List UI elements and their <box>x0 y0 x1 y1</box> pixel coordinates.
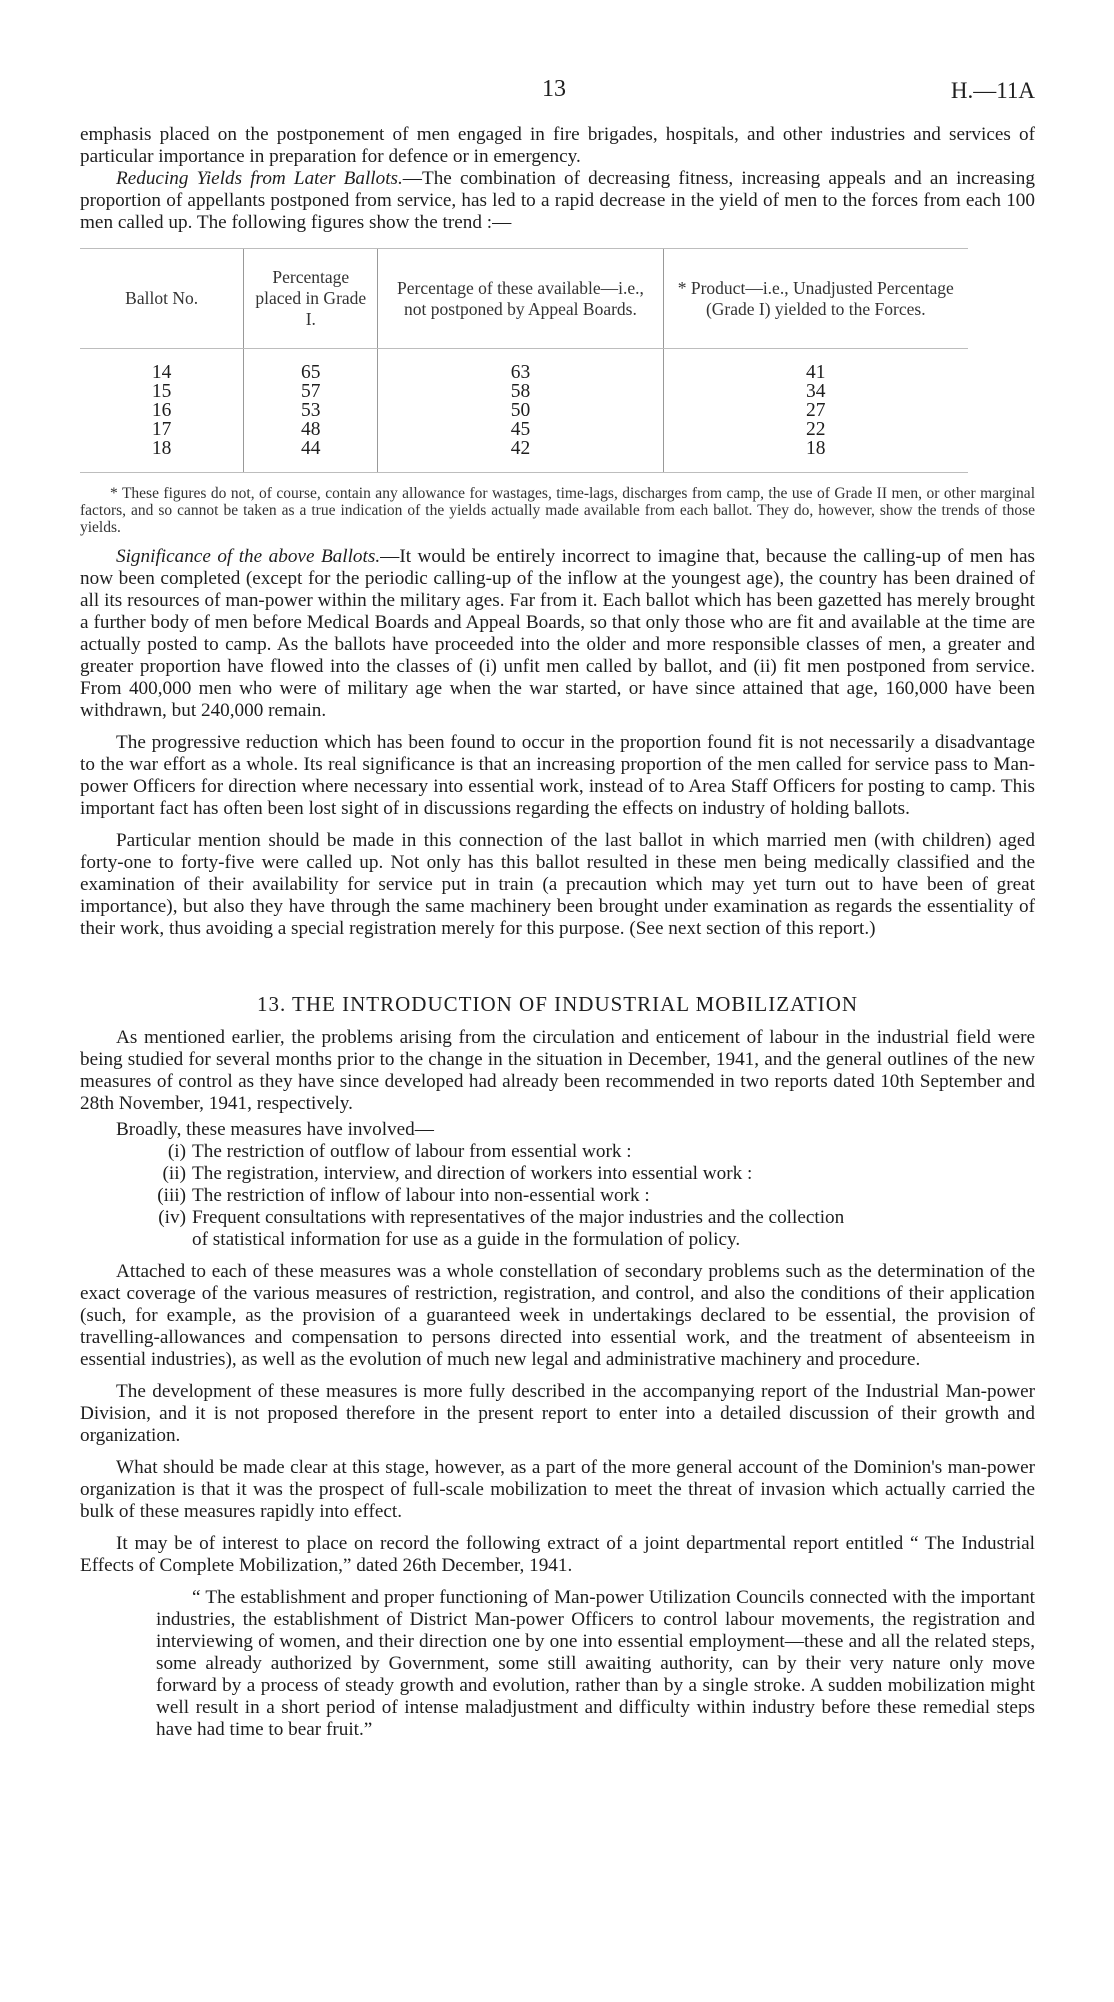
list-item-number: (ii) <box>162 1163 186 1184</box>
column-header-available: Percentage of these available—i.e., not postponed by Appeal Boards. <box>378 249 663 349</box>
table-cell: 14 <box>151 362 172 383</box>
table-cell: 18 <box>151 438 172 459</box>
document-reference: H.—11A <box>950 78 1035 103</box>
ballot-yield-table <box>80 248 968 473</box>
table-cell: 22 <box>663 420 968 439</box>
table-row <box>80 420 968 439</box>
list-item-number: (iii) <box>157 1185 186 1206</box>
table-header-row <box>80 249 968 349</box>
paragraph-what-should: What should be made clear at this stage, however, as a part of the more general account of the Dominion's man-power organization is that it was the prospect of full-scale mobilization to meet the threat of invasion which actually carried the bulk of these measures rapidly into effect. <box>80 1457 1035 1522</box>
list-item <box>150 1163 1035 1185</box>
table-cell: 17 <box>151 419 172 440</box>
table-cell: 65 <box>244 363 378 382</box>
list-item-number: (iv) <box>158 1207 186 1228</box>
measures-list <box>80 1141 1035 1251</box>
table-cell: 53 <box>244 401 378 420</box>
column-header-ballot: Ballot No. <box>80 249 244 349</box>
paragraph-continuation: emphasis placed on the postponement of men engaged in fire brigades, hospitals, and other industries and services of particular importance in preparation for defence or in emergency. <box>80 124 1035 167</box>
list-item <box>150 1141 1035 1163</box>
table-cell: 16 <box>151 400 172 421</box>
list-item-text: The restriction of inflow of labour into non-essential work : <box>192 1185 650 1206</box>
table-cell: 58 <box>378 382 663 401</box>
column-header-product: * Product—i.e., Unadjusted Percentage (Grade I) yielded to the Forces. <box>663 249 968 349</box>
list-item-text: The restriction of outflow of labour from essential work : <box>192 1141 632 1162</box>
document-page <box>80 0 1035 1741</box>
paragraph-significance <box>80 546 1035 722</box>
quoted-extract: “ The establishment and proper functioning of Man-power Utilization Councils connected with the important industries, the establishment of District Man-power Officers to control labour movements, the registration and interviewing of women, and their direction one by one into essential employment—these and all the related steps, some already authorized by Government, some still awaiting authority, can by their very nature only move forward by a process of steady growth and evolution, rather than by a single stroke. A sudden mobilization might well result in a short period of intense maladjustment and difficulty within industry before these remedial steps have had time to bear fruit.” <box>156 1587 1035 1740</box>
paragraph-text: —It would be entirely incorrect to imagine that, because the calling-up of men has now been completed (except for the periodic calling-up of the inflow at the youngest age), the country has been drained of all its resources of man-power within the military ages. Far from it. Each ballot which has been gazetted has merely brought a further body of men before Medical Boards and Appeal Boards, so that only those who are fit and available at the time are actually posted to camp. As the ballots have proceeded into the older and more responsible classes of men, a greater and greater proportion have flowed into the classes of (i) unfit men called by ballot, and (ii) fit men postponed from service. From 400,000 men who were of military age when the war started, or have since attained that age, 160,000 have been withdrawn, but 240,000 remain. <box>80 546 1035 721</box>
page-number: 13 <box>542 76 566 102</box>
paragraph-attached: Attached to each of these measures was a whole constellation of secondary problems such as the determination of the exact coverage of the various measures of restriction, registration, and control, and also the conditions of their application (such, for example, as the provision of a guaranteed week in undertakings declared to be essential, the provision of travelling-allowances and compensation to persons directed into essential work, and the treatment of absenteeism in essential industries), as well as the evolution of much new legal and administrative machinery and procedure. <box>80 1261 1035 1370</box>
paragraph-development: The development of these measures is more fully described in the accompanying report of the Industrial Man-power Division, and it is not proposed therefore in the present report to enter into a detailed discussion of their growth and organization. <box>80 1381 1035 1446</box>
table-cell: 45 <box>378 420 663 439</box>
list-item-text: The registration, interview, and direction of workers into essential work : <box>192 1163 753 1184</box>
table-row <box>80 382 968 401</box>
paragraph-heading: Reducing Yields from Later Ballots. <box>116 168 403 189</box>
paragraph-text: —The combination of decreasing fitness, increasing appeals and an increasing proportion of appellants postponed from service, has led to a rapid decrease in the yield of men to the forces from each 100 men called up. The following figures show the trend :— <box>80 168 1035 233</box>
paragraph-reducing-yields <box>80 168 1035 234</box>
page-header <box>80 0 1035 124</box>
list-item <box>150 1185 1035 1207</box>
table-cell: 50 <box>378 401 663 420</box>
paragraph-extract-intro: It may be of interest to place on record the following extract of a joint departmental report entitled “ The Industrial Effects of Complete Mobilization,” dated 26th December, 1941. <box>80 1533 1035 1576</box>
list-item <box>150 1207 1035 1251</box>
section-title: 13. THE INTRODUCTION OF INDUSTRIAL MOBILIZATION <box>256 992 859 1016</box>
paragraph-progressive-reduction: The progressive reduction which has been found to occur in the proportion found fit is not necessarily a disadvantage to the war effort as a whole. Its real significance is that an increasing proportion of the men called for service pass to Man-power Officers for direction where necessary into essential work, instead of to Area Staff Officers for posting to camp. This important fact has often been lost sight of in discussions regarding the effects on industry of holding ballots. <box>80 732 1035 819</box>
table-row <box>80 401 968 420</box>
list-item-continuation: of statistical information for use as a guide in the formulation of policy. <box>192 1229 741 1250</box>
table-row <box>80 363 968 382</box>
table-cell: 34 <box>663 382 968 401</box>
table-cell: 15 <box>151 381 172 402</box>
table-cell: 44 <box>244 439 378 458</box>
column-header-grade: Percentage placed in Grade I. <box>244 249 378 349</box>
table-row <box>80 439 968 458</box>
table-cell: 48 <box>244 420 378 439</box>
paragraph-broadly: Broadly, these measures have involved— <box>116 1119 434 1140</box>
paragraph-as-mentioned: As mentioned earlier, the problems arising from the circulation and enticement of labour in the industrial field were being studied for several months prior to the change in the situation in December, 1941, and the general outlines of the new measures of control as they have since developed had already been recommended in two reports dated 10th September and 28th November, 1941, respectively. <box>80 1027 1035 1114</box>
paragraph-last-ballot: Particular mention should be made in this connection of the last ballot in which married men (with children) aged forty-one to forty-five were called up. Not only has this ballot resulted in these men being medically classified and the examination of their availability for service put in train (a precaution which may yet turn out to have been of great importance), but also they have through the same machinery been brought under examination as regards the essentiality of their work, thus avoiding a special registration merely for this purpose. (See next section of this report.) <box>80 830 1035 939</box>
table-cell: 41 <box>663 363 968 382</box>
list-item-text: Frequent consultations with representatives of the major industries and the collection <box>192 1207 845 1228</box>
table-cell: 63 <box>378 363 663 382</box>
table-cell: 42 <box>378 439 663 458</box>
table-cell: 27 <box>663 401 968 420</box>
table-cell: 57 <box>244 382 378 401</box>
list-item-number: (i) <box>167 1141 186 1162</box>
paragraph-heading: Significance of the above Ballots. <box>116 546 381 567</box>
table-cell: 18 <box>663 439 968 458</box>
table-footnote: * These figures do not, of course, contain any allowance for wastages, time-lags, discharges from camp, the use of Grade II men, or other marginal factors, and so cannot be taken as a true indication of the yields actually made available from each ballot. They do, however, show the trends of those yields. <box>80 485 1035 536</box>
